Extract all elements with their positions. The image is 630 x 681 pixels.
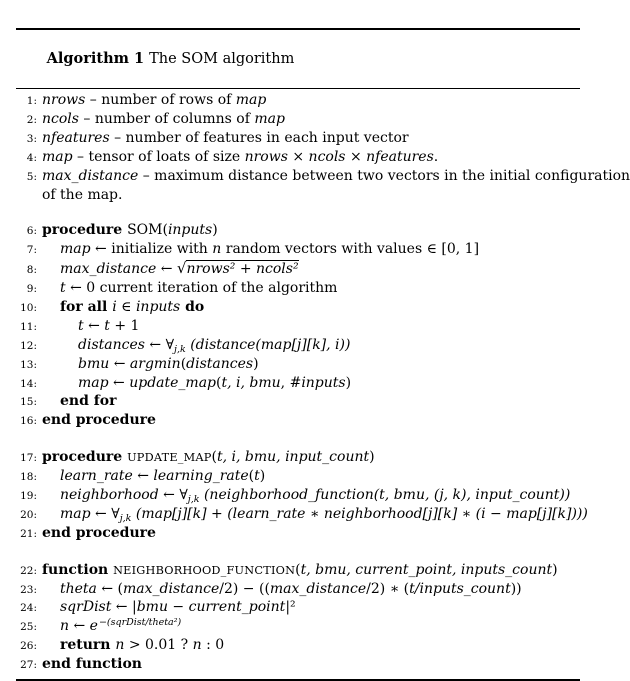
line-content: max_distance – maximum distance between two vectors in the initial configuration bbox=[42, 167, 630, 184]
line-number: 15: bbox=[20, 396, 37, 409]
line-content: map ← $\forall_{j,k}$ (map[j][k] + (learn_rate ∗ neighborhood[j][k] ∗ (i − map[j][k]))) bbox=[60, 505, 588, 524]
algo-line bbox=[16, 412, 580, 431]
line-content: nrows – number of rows of map bbox=[42, 92, 267, 108]
line-content: map – tensor of loats of size nrows × ncols × nfeatures. bbox=[42, 148, 439, 165]
line-content: distances ← $\forall_{j,k}$ (distance(map[j][k], i)) bbox=[78, 336, 351, 355]
algorithm-title bbox=[16, 28, 580, 89]
line-content: t ← 0 current iteration of the algorithm bbox=[60, 280, 338, 297]
line-content: neighborhood ← $\forall_{j,k}$ (neighborhood_function(t, bmu, (j, k), input_count)) bbox=[60, 487, 571, 505]
algo-line bbox=[16, 449, 580, 468]
line-number: 18: bbox=[20, 471, 37, 484]
line-number: 24: bbox=[20, 602, 37, 615]
algo-line bbox=[16, 393, 580, 412]
line-number: 10: bbox=[20, 301, 37, 314]
algo-line bbox=[16, 187, 580, 205]
algo-line bbox=[16, 299, 580, 318]
line-number: 6: bbox=[26, 225, 37, 238]
line-content: max_distance ← √nrows² + ncols² bbox=[60, 259, 299, 278]
algo-line bbox=[16, 505, 588, 525]
line-content: end for bbox=[60, 393, 117, 410]
line-content: end procedure bbox=[42, 412, 156, 429]
algo-line bbox=[16, 92, 580, 111]
algo-line bbox=[16, 468, 580, 487]
algo-line bbox=[16, 130, 580, 149]
algo-line bbox=[16, 356, 580, 375]
line-number: 25: bbox=[20, 621, 37, 634]
line-number: 22: bbox=[20, 564, 37, 577]
algo-line bbox=[16, 562, 580, 581]
algo-line bbox=[16, 525, 580, 544]
line-content: map ← update_map(t, i, bmu, #inputs) bbox=[78, 374, 352, 391]
line-number: 5: bbox=[26, 170, 37, 183]
algo-line bbox=[16, 337, 580, 356]
line-content: end procedure bbox=[42, 524, 156, 541]
algo-line bbox=[16, 581, 580, 600]
line-number: 20: bbox=[20, 508, 37, 521]
line-number: 13: bbox=[20, 358, 37, 371]
line-number: 8: bbox=[26, 264, 37, 277]
line-number: 19: bbox=[20, 490, 37, 502]
line-content: map ← initialize with n random vectors with values ∈ [0, 1] bbox=[60, 241, 480, 258]
algorithm-title-label: Algorithm 1 bbox=[46, 50, 145, 67]
line-number: 23: bbox=[20, 583, 37, 596]
algo-line bbox=[16, 222, 580, 241]
line-content: bmu ← argmin(distances) bbox=[78, 355, 259, 372]
algo-line bbox=[16, 375, 580, 394]
algo-line bbox=[16, 656, 580, 675]
algorithm-title-caption: The SOM algorithm bbox=[149, 51, 295, 67]
line-number: 21: bbox=[20, 527, 37, 540]
line-content: ncols – number of columns of map bbox=[42, 110, 285, 127]
line-content: t ← t + 1 bbox=[78, 317, 140, 334]
line-content: learn_rate ← learning_rate(t) bbox=[60, 468, 266, 485]
line-number: 27: bbox=[20, 659, 37, 672]
line-content: n ← $e^{-(sqrDist/theta^2)}$ bbox=[60, 617, 182, 635]
line-content: for all i ∈ inputs do bbox=[60, 298, 205, 315]
algo-line bbox=[16, 280, 580, 299]
algo-line bbox=[16, 149, 580, 168]
algo-line bbox=[16, 111, 580, 130]
line-number: 1: bbox=[26, 95, 37, 107]
line-number: 14: bbox=[20, 377, 37, 390]
line-number: 12: bbox=[20, 339, 37, 352]
line-content: theta ← (max_distance/2) − ((max_distance/2) ∗ (t/inputs_count)) bbox=[60, 580, 522, 597]
line-number: 7: bbox=[26, 244, 37, 257]
algo-line bbox=[16, 318, 580, 337]
line-content: procedure SOM(inputs) bbox=[42, 222, 218, 239]
line-content: end function bbox=[42, 656, 142, 673]
line-number: 2: bbox=[26, 113, 37, 126]
line-number: 17: bbox=[20, 452, 37, 465]
line-number: 9: bbox=[26, 283, 37, 296]
line-content: function NEIGHBORHOOD_FUNCTION(t, bmu, current_point, inputs_count) bbox=[42, 561, 558, 578]
algo-line bbox=[16, 260, 580, 280]
line-number: 26: bbox=[20, 640, 37, 653]
algo-line bbox=[16, 618, 580, 637]
algorithm-block bbox=[16, 28, 630, 681]
line-content: sqrDist ← |bmu − current_point|² bbox=[60, 599, 296, 616]
algo-line bbox=[16, 637, 580, 656]
line-content: of the map. bbox=[42, 186, 123, 203]
line-content: return n > 0.01 ? n : 0 bbox=[60, 637, 225, 654]
algorithm-body bbox=[16, 89, 630, 681]
line-number: 11: bbox=[20, 320, 37, 333]
algo-line bbox=[16, 167, 630, 187]
line-number: 16: bbox=[20, 415, 37, 428]
line-number: 3: bbox=[26, 132, 37, 145]
algo-line bbox=[16, 487, 580, 506]
algo-line bbox=[16, 599, 580, 618]
line-content: nfeatures – number of features in each input vector bbox=[42, 129, 409, 146]
line-number: 4: bbox=[26, 151, 37, 164]
algo-line bbox=[16, 241, 580, 260]
line-content: procedure UPDATE_MAP(t, i, bmu, input_count) bbox=[42, 449, 375, 466]
